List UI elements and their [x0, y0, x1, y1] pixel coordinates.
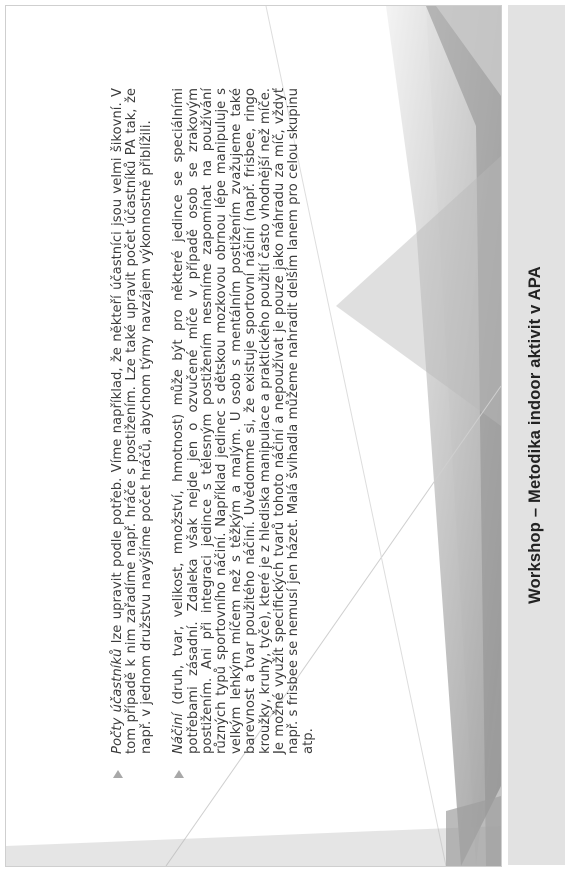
item-term: Náčiní [171, 713, 187, 754]
triangle-bullet-icon [174, 770, 184, 778]
slide [5, 5, 502, 867]
bullet-list [111, 88, 334, 788]
list-item [111, 88, 154, 788]
sidebar [508, 5, 565, 865]
item-term: Počty účastníků [110, 648, 125, 754]
sidebar-title: Workshop – Metodika indoor aktivit v APA [526, 266, 544, 604]
sidebar-rotated [508, 5, 565, 865]
slide-content-rotated [6, 6, 501, 866]
triangle-bullet-icon [113, 770, 123, 778]
item-text: lze upravit podle potřeb. Víme například, že někteří účastníci jsou velmi šikovní. V tom případě k nim zařadíme např. hráče s postižením. Lze také upravit počet účastníků PA tak, že např. v jednom družstvu navýšíme počet hráčů, abychom týmy navzájem výkonnostně přiblížili. [110, 87, 154, 754]
list-item [172, 88, 316, 788]
item-text: (druh, tvar, velikost, množství, hmotnost) může být pro některé jedince se speciálními potřebami zásadní. Zdaleka však nejde jen o ozvučené míče v případě osob se zrakovým postižením. Ani při integraci jedince s tělesným postižením nesmíme zapomínat na používání různých typů sportovního náčiní. Například jedinec s dětskou mozkovou obrnou lépe manipuluje s velkým lehkým míčem než s těžkým a malým. U osob s mentálním postižením zvažujeme také barevnost a tvar použitého náčiní. Uvědomme si, že existuje sportovní náčiní (např. frisbee, ringo kroužky, kruhy, tyče), které je z hlediska manipulace a praktického použití často vhodnější než míče. Je možné využít specifických tvarů tohoto náčiní a nepoužívat je pouze jako náhradu za míč, vždyť např. s frisbee se nemusí jen házet. Malá švihadla můžeme nahradit delším lanem pro celou skupinu atp. [171, 88, 316, 754]
